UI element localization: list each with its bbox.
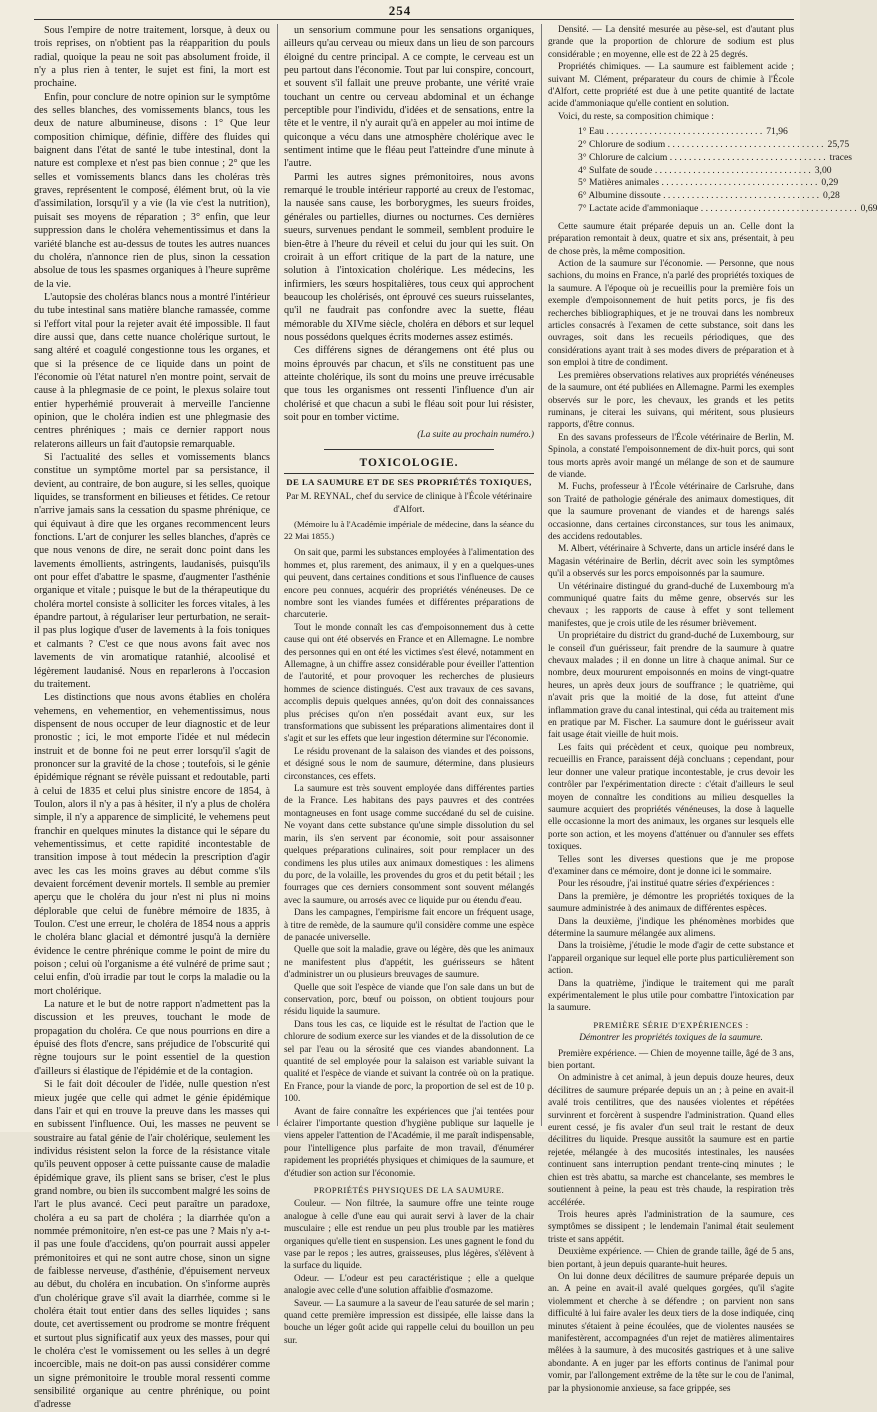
- paragraph: Tout le monde connaît les cas d'empoisonnement dus à cette cause qui ont été observés en France et en Allemagne. Le nombre des personnes qui en ont été les victimes s'est élevé, notamment en Allemagne, à un chiffre assez considérable pour éveiller l'attention de l'autorité, et pour provoquer les recherches de plusieurs hommes de science distingués. C'est aux travaux de ces savans, accomplis depuis quelques années, qu'on doit des connaissances plus précises qu'on n'en possédait avant eux, sur les transformations que subissent les préparations alimentaires dont il s'agit et sur les effets que leur ingestion détermine sur l'économie.: [284, 622, 534, 745]
- paragraph: Les faits qui précèdent et ceux, quoique peu nombreux, recueillis en France, paraissent déjà concluans ; cependant, pour leur donner une valeur pratique incontestable, je crus devoir les contrôler par l'expérimentation directe : c'était d'ailleurs le seul moyen de connaître les conditions au milieu desquelles la saumure acquiert des propriétés vénéneuses, la dose à laquelle elle occasionne la mort des animaux, les organes sur lesquels elle porte son action, et les moyens d'atténuer ou d'annuler ses effets toxiques.: [548, 742, 794, 853]
- composition-row: [548, 164, 832, 178]
- paragraph: Si l'actualité des selles et vomissements blancs constitue un symptôme mortel par sa persistance, il devient, au contraire, de bon augure, si les selles, quoique liquides, se transforment en bilieuses et fétides. Ce retour n'arrive jamais sans la cessation du spasme phrénique, ce qui équivaut à dire que les organes recommencent leurs fonctions. L'art de conjurer les selles blanches, d'après ce que nous venons de dire, ne serait donc point dans les lavements émollients, astringents, laudanisés, puisqu'ils ont pour effet d'abattre le spasme, d'augmenter l'asthénie organique et vitale ; puisque le but de la thérapeutique du choléra mortel consiste à solliciter les forces vitales, à les épandre partout, à régulariser leur perturbation, ne serait-il pas plus logique d'user de lavements à la fois toniques et calmants ? C'est ce que nous avons fait avec nos lavements de vin aromatique ratanhié, alcoolisé et légèrement laudanisé. Nous en reparlerons à l'occasion du traitement.: [34, 452, 270, 690]
- section-rule: [324, 449, 494, 450]
- paragraph: On administre à cet animal, à jeun depuis douze heures, deux décilitres de saumure préparée depuis un an ; à peine en avait-il avalé trois centilitres, que des nausées violentes et répétées survinrent et forcèrent à suspendre l'administration. Quand elles eurent cessé, je fis avaler d'un seul trait le restant de deux décilitres du liquide. Presque aussitôt la saumure est en partie rejetée, mélangée à des mucosités intestinales, les nausées continuent sans interruption pendant trente-cinq minutes ; le chien est très abattu, sa marche est chancelante, ses membres le soutiennent à peine, la peau est très chaude, la respiration très accélérée.: [548, 1073, 794, 1208]
- paragraph: Trois heures après l'administration de la saumure, ces symptômes se dissipent ; le lendemain l'animal était seulement triste et sans appétit.: [548, 1209, 794, 1245]
- column-divider-2: [541, 24, 542, 1126]
- column-divider-1: [277, 24, 278, 1126]
- series-subtitle: Démontrer les propriétés toxiques de la saumure.: [579, 1033, 763, 1044]
- paragraph: Cette saumure était préparée depuis un an. Celle dont la préparation remontait à deux, quatre et six ans, présentait, à peu de chose près, la même composition.: [548, 221, 794, 257]
- paragraph: Dans la deuxième, j'indique les phénomènes morbides que détermine la saumure mélangée aux alimens.: [548, 916, 794, 939]
- experiments-text: [548, 1048, 794, 1395]
- paragraph: Saveur. — La saumure a la saveur de l'eau saturée de sel marin ; quand cette première impression est dissipée, elle laisse dans la bouche un léger goût acide qui rappelle celui du bouillon un peu sur.: [284, 1298, 534, 1346]
- component-value: 71,96: [766, 126, 788, 138]
- component-value: 0,28: [823, 190, 840, 202]
- composition-row: [548, 139, 850, 152]
- component-name: 7° Lactate acide d'ammoniaque . . .: [578, 203, 857, 216]
- paragraph: Les premières observations relatives aux propriétés vénéneuses de la saumure, ont été publiées en Allemagne. Parmi les exemples observés sur le porc, les chevaux, les grands et les petits ruminans, je citerai les suivans, qui méritent, sous plusieurs rapports, d'être connus.: [548, 370, 794, 431]
- memoire-note: (Mémoire lu à l'Académie impériale de médecine, dans la séance du 22 Mai 1855.): [284, 519, 534, 541]
- paragraph: Sous l'empire de notre traitement, lorsque, à deux ou trois reprises, on n'obtient pas la réapparition du pouls radial, quoique la peau ne soit pas absolument froide, il n'y a plus rien à tenter, le sujet est fini, la mort est prochaine.: [34, 25, 270, 90]
- paragraph: Dans la quatrième, j'indique le traitement qui me paraît expérimentalement le plus utile pour combattre l'intoxication par la saumure.: [548, 978, 794, 1014]
- column-3: [548, 24, 877, 1394]
- paragraph: La nature et le but de notre rapport n'admettent pas la discussion et les preuves, touchant le mode de propagation du choléra. Ce que nous pourrions en dire a épuisé des flots d'encre, sans préjudice de l'obscurité qui règne toujours sur le point essentiel de la question d'ailleurs si élastique de l'épidémie et de la contagion.: [34, 999, 270, 1077]
- component-value: 0,29: [821, 177, 839, 189]
- paragraph: Pour les résoudre, j'ai institué quatre séries d'expériences :: [558, 879, 775, 890]
- component-name: 5° Matières animales . . .: [578, 177, 817, 190]
- article-author: Par M. REYNAL, chef du service de clinique à l'École vétérinaire d'Alfort.: [286, 492, 532, 515]
- component-name: 3° Chlorure de calcium . . .: [578, 152, 826, 165]
- paragraph: un sensorium commune pour les sensations organiques, ailleurs qu'au cerveau ou mieux dans un lieu de son parcours éloigné du centre principal. A ce compte, le cerveau est un peu partout dans l'économie. Tout par lui conspire, concourt, et souvent s'il fallait une preuve probante, une vérité vraie touchant un centre ou cerveau abdominal et un échange perceptible pour l'individu, d'idées et de sensations, entre la tête et le ventre, il n'y aurait qu'à en appeler au moi intime de quiconque a vécu dans une atmosphère cholérique avec le sentiment intime que le fléau peut l'atteindre d'une minute à l'autre.: [284, 25, 534, 170]
- section-rule-2: [284, 473, 534, 474]
- paragraph: Couleur. — Non filtrée, la saumure offre une teinte rouge analogue à celle d'une eau qui aurait servi à laver de la chair musculaire ; elle est rendue un peu plus trouble par les matières organiques qu'elle tient en suspension. Les unes gagnent le fond du vase par le repos ; les autres, graisseuses, plus légères, s'élèvent à la surface du liquide.: [284, 1199, 534, 1272]
- chemical-properties-text: [548, 24, 794, 123]
- paragraph: Ces différens signes de dérangemens ont été plus ou moins éprouvés par chacun, et s'ils ne constituent pas une atteinte cholérique, ils sont du moins une preuve irrécusable que tous les organismes ont ressenti l'influence d'un air cholérisé et que chacun a subi le fléau soit pour lui résister, soit pour en tomber victime.: [284, 345, 534, 423]
- paragraph: Dans tous les cas, ce liquide est le résultat de l'action que le chlorure de sodium exerce sur les viandes et de la dissolution de ce sel par l'eau ou la sérosité que ces viandes abandonnent. La quantité de sel employée pour la salaison est variable suivant la qualité et l'espèce de viande et suivant la contrée où on la pratique. En France, pour la viande de porc, la proportion de sel est de 10 p. 100.: [284, 1019, 534, 1105]
- toxic-action-text: [548, 221, 794, 1015]
- paragraph: Si le fait doit découler de l'idée, nulle question n'est mieux jugée que celle qui admet le génie épidémique dans l'air et qui en trouve la preuve dans les masses qui en subissent l'influence. Oui, les masses ne peuvent se soustraire au fatal génie de l'air cholérique, seulement les individus résistent selon la force de la résistance vitale qu'ils peuvent opposer à cette puissante cause de maladie épidémique grave, ils plient sans se briser, c'est le plus grand nombre, ou bien ils succombent malgré les soins de l'art le plus avancé. Ceci peut paraître un paradoxe, choléra a eu sa part de choléra ; la diarrhée qu'on a nommée prémonitoire, n'en est-ce pas une ? Mais n'y a-t-il pas une foule d'accidens, qu'on pourrait aussi appeler prémonitoires et qui ne sont autre chose, sinon un signe de faiblesse nerveuse, d'asthénie, d'épuisement nerveux au début, du choléra en incubation. On s'informe auprès d'un cholérique grave s'il avait la diarrhée, comme si le choléra était tout entier dans des selles liquides ; sans doute, cet avertissement ou prodrome se montre fréquent et surtout plus significatif aux yeux des masses, pour qui le choléra c'est le vomissement ou les selles à un degré incoercible, mais ne doit-on pas aussi considérer comme un signe prémonitoire le trouble moral ressenti comme sensibilité organique au centre phrénique, ou point d'adresse: [34, 1079, 270, 1411]
- column-1: [34, 24, 270, 1411]
- paragraph: Première expérience. — Chien de moyenne taille, âgé de 3 ans, bien portant.: [548, 1048, 794, 1072]
- composition-row: [548, 126, 794, 139]
- column-2-text-top: [284, 24, 534, 424]
- component-name: 1° Eau . . .: [578, 126, 762, 139]
- paragraph: Deuxième expérience. — Chien de grande taille, âgé de 5 ans, bien portant, à jeun depuis quarante-huit heures.: [548, 1247, 794, 1270]
- paragraph: Enfin, pour conclure de notre opinion sur le symptôme des selles blanches, des vomissements blancs, tous les deux de nature albumineuse, disons : 1° Que leur composition chimique, définie, diffère des fluides qui baignent dans l'état de santé le tube intestinal, dont la nature est complexe et n'est pas bien connue ; 2° que les selles et vomissements blancs dans les choléras très graves, représentent le composé, élément brut, où la vie d'assimilation, lorsqu'il y a vie (la vie c'est la nutrition), puisait ses moyens de réparation ; 3° enfin, que leur suppression dans le choléra vehementissimus et dans la variété blanche est au-dessus de toutes les autres nuances du choléra, n'annonce rien de plus, sinon la cessation absolue de tous les spasmes organiques à l'heure suprême de la vie.: [34, 91, 270, 290]
- paragraph: Quelle que soit l'espèce de viande que l'on sale dans un but de conservation, porc, bœuf ou poisson, on obtient toujours pour résidu liquide la saumure.: [284, 982, 534, 1018]
- composition-table: [548, 126, 877, 216]
- physical-properties-text: [284, 1198, 534, 1347]
- paragraph: Odeur. — L'odeur est peu caractéristique ; elle a quelque analogie avec celle d'une solution affaiblie d'osmazome.: [284, 1273, 534, 1297]
- page-number: 254: [388, 3, 412, 18]
- paragraph: En des savans professeurs de l'École vétérinaire de Berlin, M. Spinola, a constaté l'empoisonnement de dix-huit porcs, qui sont tous morts après avoir mangé un mélange de son et de saumure de viande.: [548, 432, 794, 480]
- paragraph: Action de la saumure sur l'économie. — Personne, que nous sachions, du moins en France, n'a parlé des propriétés toxiques de la saumure. A l'époque où je recueillis pour la première fois un exemple d'empoisonnement de huit petits porcs, je fis des recherches bibliographiques, et je ne trouvai dans les nombreux articles consacrés à l'examen de cette substance, soit dans les ouvrages, soit dans les recueils périodiques, que des considérations ayant trait à ses modes divers de préparation et à son emploi à titre de condiment.: [548, 259, 794, 369]
- paragraph: Telles sont les diverses questions que je me propose d'examiner dans ce mémoire, dont je donne ici le sommaire.: [548, 854, 794, 877]
- paragraph: Un vétérinaire distingué du grand-duché de Luxembourg m'a communiqué quatre faits du même genre, observés sur les chevaux ; les rapports de cause à effet y sont tellement manifestes, que je crois utile de les résumer brièvement.: [548, 581, 794, 629]
- column-2: [284, 24, 534, 1346]
- paragraph: Dans les campagnes, l'empirisme fait encore un fréquent usage, à titre de remède, de la saumure qu'il considère comme une espèce de panacée universelle.: [284, 908, 534, 943]
- section-title: TOXICOLOGIE.: [359, 456, 459, 469]
- paragraph: Voici, du reste, sa composition chimique :: [558, 111, 714, 122]
- component-value: 25,75: [827, 139, 850, 151]
- paragraph: L'autopsie des choléras blancs nous a montré l'intérieur du tube intestinal sans matière blanche ramassée, comme si l'effort vital pour la rejeter avait été impossible. Il faut dire aussi que, dans cette nuance cholérique surtout, le sang altéré et coagulé congestionne tous les organes, et que si la présence de ce liquide dans un point de l'économie où l'état naturel n'en montre point, servait de cause à la phlegmasie de ce point, le plexus solaire tout entier hyperhémié prouverait à merveille l'ancienne opinion, que le choléra indien est une phlegmasie des centres phréniques ; mais ce dernier rapport nous relaterons ailleurs un fait d'autopsie remarquable.: [34, 291, 270, 450]
- component-name: 2° Chlorure de sodium . . .: [578, 139, 824, 152]
- physical-properties-title: PROPRIÉTÉS PHYSIQUES DE LA SAUMURE.: [313, 1185, 505, 1196]
- composition-row: [548, 190, 840, 203]
- paragraph: On lui donne deux décilitres de saumure préparée depuis un an. A peine en avait-il avalé quelques gorgées, qu'il s'agite violemment et cherche à se défendre ; on parvient non sans difficulté à lui faire avaler les deux tiers de la dose indiquée, cinq minutes s'étaient à peine écoulées, que de violentes nausées se manifestèrent, accompagnées d'un rejet de matières alimentaires mêlées à la saumure, à des mucosités gastriques et à une salive abondante. A en juger par les efforts continus de l'animal pour vomir, par l'allongement extrême de la tête sur le cou de l'animal, par la physionomie anxieuse, sa face grippée, ses: [548, 1271, 794, 1394]
- paragraph: Densité. — La densité mesurée au pèse-sel, est d'autant plus grande que la proportion de chlorure de sodium est plus considérable ; en moyenne, elle est de 22 à 25 degrés.: [548, 25, 794, 60]
- component-name: 4° Sulfate de soude . . .: [578, 165, 811, 178]
- component-name: 6° Albumine dissoute . . .: [578, 190, 819, 203]
- paragraph: Parmi les autres signes prémonitoires, nous avons remarqué le trouble intérieur rapporté au creux de l'estomac, la nausée sans cause, les borborygmes, les sueurs froides, générales ou partielles, diurnes ou nocturnes. Ces dernières sueurs, survenues pendant le sommeil, semblent produire le bien-être à l'heure du réveil et celui du jour qui les suit. On croirait à un effort critique de la part de la nature, une solution à l'intoxication cholérique. Les médecins, les infirmiers, les sœurs hospitalières, tous ceux qui approchent beaucoup les cholérisés, ont éprouvé ces sueurs ruisselantes, qu'il ne faudrait pas confondre avec la suette, fléau mémorable du XIVme siècle, choléra en débors et sur lequel nous possédons quelques écrits modernes assez estimés.: [284, 171, 534, 343]
- paragraph: Un propriétaire du district du grand-duché de Luxembourg, sur le conseil d'un guérisseur, fait prendre de la saumure à quatre chevaux malades ; il en donne un litre à chaque animal. Sur ce nombre, deux moururent empoisonnés en moins de vingt-quatre heures, un après deux jours de souffrance ; le quatrième, qui n'avait pris que la moitié de la dose, fut atteint d'une inflammation grave du canal intestinal, qui céda au traitement mis en pratique par M. Fischer. La saumure dont le guérisseur avait fait usage était vieille de huit mois.: [548, 631, 794, 741]
- series-title: PREMIÈRE SÉRIE D'EXPÉRIENCES :: [593, 1019, 749, 1030]
- paragraph: Avant de faire connaître les expériences que j'ai tentées pour éclairer l'importante question d'hygiène publique sur laquelle je viens appeler l'attention de l'Académie, il me paraît indispensable, pour l'intelligence plus parfaite de mon travail, d'énumérer rapidement les propriétés physiques et chimiques de la saumure, et d'étudier son action sur l'économie.: [284, 1106, 534, 1179]
- composition-row: [548, 177, 839, 190]
- article-subtitle: DE LA SAUMURE ET DE SES PROPRIÉTÉS TOXIQUES,: [286, 477, 532, 487]
- paragraph: Quelle que soit la maladie, grave ou légère, dès que les animaux ne manifestent plus d'appétit, les guérisseurs se hâtent d'administrer un ou plusieurs breuvages de saumure.: [284, 945, 534, 981]
- header-rule: [34, 19, 794, 20]
- composition-row: [548, 151, 853, 165]
- continuation-note: (La suite au prochain numéro.): [417, 430, 534, 441]
- component-value: traces: [829, 151, 853, 163]
- article-body: [284, 547, 534, 1180]
- paragraph: Propriétés chimiques. — La saumure est faiblement acide ; suivant M. Clément, préparateur du cours de chimie à l'École d'Alfort, cette propriété est due à une petite quantité de lactate acide d'ammoniaque qu'elle contient en solution.: [548, 62, 794, 110]
- column-1-text: [34, 24, 270, 1412]
- paragraph: On sait que, parmi les substances employées à l'alimentation des hommes et, plus rarement, des animaux, il y en a quelques-unes qui peuvent, dans certaines conditions et sous l'influence de causes encore peu connues, acquérir des propriétés vénéneuses. De ce nombre sont les viandes fumées et différentes préparations de charcuterie.: [284, 548, 534, 621]
- component-value: 3,00: [814, 164, 832, 176]
- paragraph: Les distinctions que nous avons établies en choléra vehemens, en vehementior, en vehementissimus, nous dispensent de nous occuper de leur diagnostic et de leur pronostic ; ici, le mot emporte l'idée et nul médecin instruit et de bonne foi ne peut errer lorsqu'il s'agit de prononcer sur la gravité de la chose ; toutefois, si le génie épidémique régnant se révèle puissant et redoutable, parti à celui de 1835 et celui plus sinistre encore de 1854, à Toulon, alors il n'y a pas à hésiter, il n'y a plus de choléra simple, il n'y a apparence de simplicité, le vehemens peut franchir en quelques minutes la distance qui le sépare du vehementissimus, et cette rapidité incontestable de transition impose à tout médecin la prescription d'agir avec les cas les moins graves au début comme s'ils devaient forcément devenir mortels. Il semble au premier aperçu que le choléra du jour n'est ni plus ni moins déplorable que celui de funèbre mémoire de 1835, à Toulon. C'est une erreur, le choléra de 1854 nous a appris le choléra blanc glacial et démontré jusqu'à la dernière évidence le centre phrénique comme le point de mire du poison ; celui où l'organisme a été vulnéré de prime saut ; celui enfin, d'où irradie par tout le corps la maladie ou la mort cholérique.: [34, 692, 270, 997]
- paragraph: Dans la première, je démontre les propriétés toxiques de la saumure administrée à des animaux de différentes espèces.: [548, 891, 794, 915]
- paragraph: Dans la troisième, j'étudie le mode d'agir de cette substance et l'appareil organique sur lequel elle porte plus particulièrement son action.: [548, 941, 794, 977]
- paragraph: M. Albert, vétérinaire à Schverte, dans un article inséré dans le Magasin vétérinaire de Berlin, décrit avec soin les symptômes qu'il a observés sur les porcs empoisonnés par la saumure.: [548, 544, 794, 580]
- component-value: 0,69: [860, 203, 877, 215]
- composition-row: [548, 203, 877, 216]
- paragraph: Le résidu provenant de la salaison des viandes et des poissons, et désigné sous le nom de saumure, détermine, dans plusieurs circonstances, ces effets.: [284, 746, 534, 782]
- paragraph: M. Fuchs, professeur à l'École vétérinaire de Carlsruhe, dans son Traité de pathologie générale des animaux domestiques, dit que la saumure provenant de viandes et de harengs salés occasionne, dans certaines circonstances, sur tous les animaux, des accidens redoutables.: [548, 482, 794, 542]
- paragraph: La saumure est très souvent employée dans différentes parties de la France. Les habitans des pays pauvres et des contrées montagneuses en font usage comme succédané du sel de cuisine. Ne voyant dans cette substance qu'une simple dissolution du sel marin, ils s'en servent par économie, soit pour assaisonner quelques préparations culinaires, soit pour remplacer un des condimens les plus utiles aux animaux domestiques : les alimens du porc, de la volaille, les provendes du gros et du petit bétail ; les fourrages que ces derniers consomment sont souvent mélangés avec la saumure, ou arrosés avec ce liquide pur ou étendu d'eau.: [284, 784, 534, 906]
